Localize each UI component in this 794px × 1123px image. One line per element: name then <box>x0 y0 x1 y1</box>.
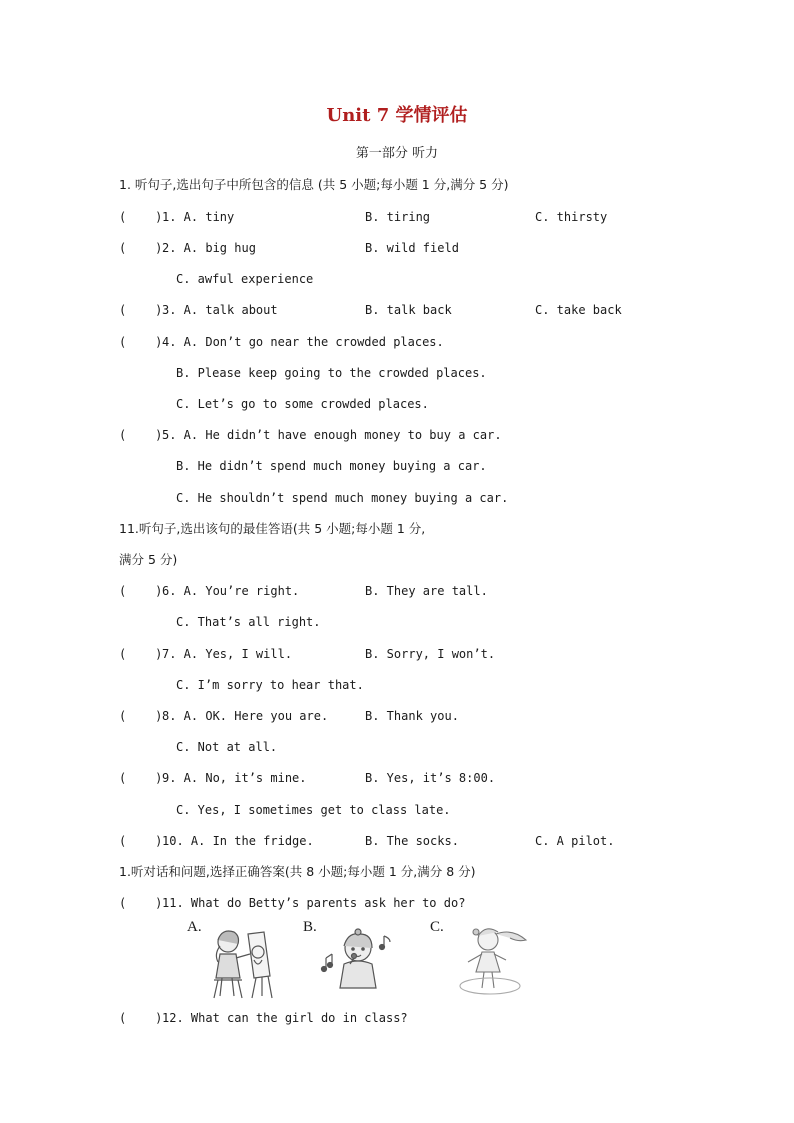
section-3-heading: 1.听对话和问题,选择正确答案(共 8 小题;每小题 1 分,满分 8 分) <box>119 864 476 879</box>
q11-pic-c-label: C. <box>430 919 444 935</box>
q3-option-c: C. take back <box>535 303 622 317</box>
q4-option-c: C. Let’s go to some crowded places. <box>176 397 429 411</box>
q11-stem: 11. What do Betty’s parents ask her to do? <box>162 896 466 910</box>
page-title: Unit 7 学情评估 <box>326 105 468 126</box>
q10-option-b: B. The socks. <box>365 834 459 848</box>
answer-paren[interactable]: ( ) <box>119 647 163 661</box>
q7-option-a: 7. A. Yes, I will. <box>162 647 293 661</box>
girl-dancing-icon[interactable] <box>456 922 532 1000</box>
q2-option-b: B. wild field <box>365 241 459 255</box>
q5-option-b: B. He didn’t spend much money buying a car. <box>176 459 487 473</box>
section-1-heading: 1. 听句子,选出句子中所包含的信息 (共 5 小题;每小题 1 分,满分 5 分) <box>119 177 509 192</box>
answer-paren[interactable]: ( ) <box>119 1011 163 1025</box>
q1-option-c: C. thirsty <box>535 210 608 224</box>
q2-option-a: 2. A. big hug <box>162 241 256 255</box>
answer-paren[interactable]: ( ) <box>119 335 163 349</box>
answer-paren[interactable]: ( ) <box>119 241 163 255</box>
q8-option-c: C. Not at all. <box>176 740 278 754</box>
q10-option-c: C. A pilot. <box>535 834 615 848</box>
q3-option-a: 3. A. talk about <box>162 303 278 317</box>
q12-stem: 12. What can the girl do in class? <box>162 1011 408 1025</box>
q4-option-b: B. Please keep going to the crowded places. <box>176 366 487 380</box>
answer-paren[interactable]: ( ) <box>119 303 163 317</box>
girl-painting-icon[interactable] <box>200 924 282 1000</box>
q7-option-b: B. Sorry, I won’t. <box>365 647 496 661</box>
q1-option-b: B. tiring <box>365 210 431 224</box>
q8-option-b: B. Thank you. <box>365 709 459 723</box>
q10-option-a: 10. A. In the fridge. <box>162 834 314 848</box>
answer-paren[interactable]: ( ) <box>119 709 163 723</box>
girl-singing-icon[interactable] <box>320 924 396 998</box>
section-subtitle: 第一部分 听力 <box>355 146 439 161</box>
q6-option-a: 6. A. You’re right. <box>162 584 300 598</box>
q6-option-c: C. That’s all right. <box>176 615 321 629</box>
answer-paren[interactable]: ( ) <box>119 428 163 442</box>
q5-option-c: C. He shouldn’t spend much money buying a car. <box>176 491 509 505</box>
q11-pic-b-label: B. <box>303 919 317 935</box>
q7-option-c: C. I’m sorry to hear that. <box>176 678 364 692</box>
answer-paren[interactable]: ( ) <box>119 771 163 785</box>
q9-option-b: B. Yes, it’s 8:00. <box>365 771 496 785</box>
q9-option-c: C. Yes, I sometimes get to class late. <box>176 803 451 817</box>
q8-option-a: 8. A. OK. Here you are. <box>162 709 329 723</box>
section-2-heading-cont: 满分 5 分) <box>119 552 178 567</box>
answer-paren[interactable]: ( ) <box>119 896 163 910</box>
section-2-heading: 11.听句子,选出该句的最佳答语(共 5 小题;每小题 1 分, <box>119 521 426 536</box>
q4-option-a: 4. A. Don’t go near the crowded places. <box>162 335 444 349</box>
q1-option-a: 1. A. tiny <box>162 210 235 224</box>
q11-pic-a-label: A. <box>187 919 202 935</box>
q3-option-b: B. talk back <box>365 303 452 317</box>
q2-option-c: C. awful experience <box>176 272 314 286</box>
answer-paren[interactable]: ( ) <box>119 210 163 224</box>
answer-paren[interactable]: ( ) <box>119 834 163 848</box>
q9-option-a: 9. A. No, it’s mine. <box>162 771 307 785</box>
q6-option-b: B. They are tall. <box>365 584 488 598</box>
q5-option-a: 5. A. He didn’t have enough money to buy a car. <box>162 428 502 442</box>
answer-paren[interactable]: ( ) <box>119 584 163 598</box>
